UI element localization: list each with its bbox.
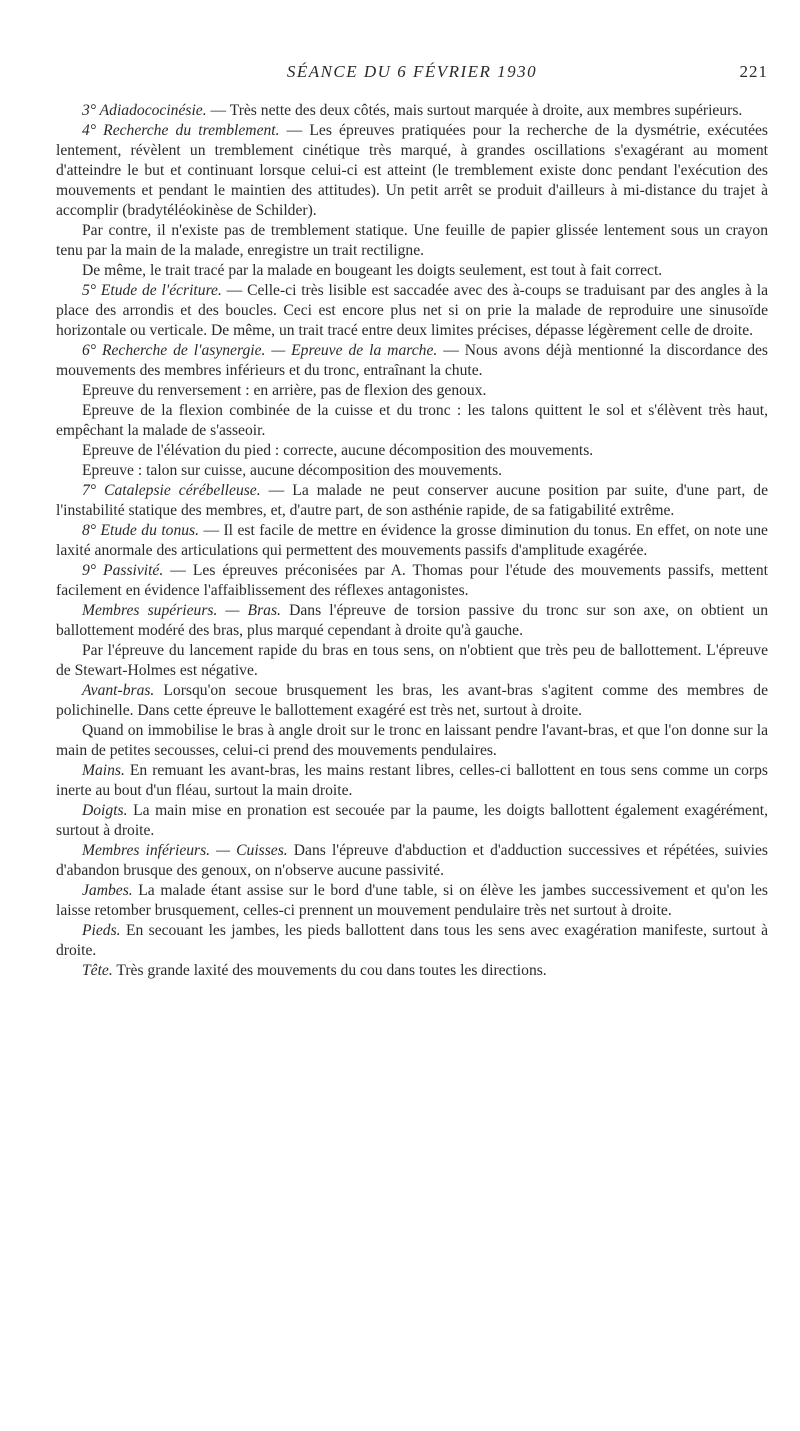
- paragraph-lead: Tête.: [82, 962, 113, 979]
- paragraph-lead: 5° Etude de l'écriture.: [82, 282, 222, 299]
- paragraph-lead: 3° Adiadococinésie.: [82, 102, 207, 119]
- paragraph-lead: 6° Recherche de l'asynergie. — Epreuve de la marche.: [82, 342, 438, 359]
- paragraph-text: Quand on immobilise le bras à angle droit sur le tronc en laissant pendre l'avant-bras, et que l'on donne sur la main de petites secousses, celui-ci prend des mouvements pendulaires.: [56, 722, 768, 759]
- paragraph-text: Epreuve de la flexion combinée de la cuisse et du tronc : les talons quittent le sol et s'élèvent très haut, empêchant la malade de s'asseoir.: [56, 402, 768, 439]
- paragraph-lancement: [56, 641, 768, 681]
- paragraph-tete: [56, 961, 768, 981]
- paragraph-passivite: [56, 561, 768, 601]
- paragraph-text: — Il est facile de mettre en évidence la grosse diminution du tonus. En effet, on note une laxité anormale des articulations qui permettent des mouvements passifs d'amplitude exagérée.: [56, 522, 768, 559]
- paragraph-lead: Membres inférieurs. — Cuisses.: [82, 842, 288, 859]
- paragraph-text: — Les épreuves pratiquées pour la recherche de la dysmétrie, exécutées lentement, révèlent un tremblement cinétique très marqué, à grandes oscillations s'exagérant au moment d'atteindre le but et continuant lorsque celui-ci est atteint (le tremblement existe donc pendant l'exécution des mouvements et pendant le maintien des attitudes). Un petit arrêt se produit d'ailleurs à mi-distance du trajet à accomplir (bradytéléokinèse de Schilder).: [56, 122, 768, 219]
- paragraph-tremblement: [56, 121, 768, 221]
- paragraph-mains: [56, 761, 768, 801]
- paragraph-renversement: [56, 381, 768, 401]
- paragraph-text: En secouant les jambes, les pieds ballottent dans tous les sens avec exagération manifeste, surtout à droite.: [56, 922, 768, 959]
- paragraph-membres-inferieurs: [56, 841, 768, 881]
- paragraph-text: Dans l'épreuve de torsion passive du tronc sur son axe, on obtient un ballottement modéré des bras, plus marqué cependant à droite qu'à gauche.: [56, 602, 768, 639]
- paragraph-jambes: [56, 881, 768, 921]
- paragraph-text: De même, le trait tracé par la malade en bougeant les doigts seulement, est tout à fait correct.: [82, 262, 663, 279]
- paragraph-catalepsie: [56, 481, 768, 521]
- paragraph-doigts: [56, 801, 768, 841]
- paragraph-pieds: [56, 921, 768, 961]
- paragraph-lead: 9° Passivité.: [82, 562, 164, 579]
- paragraph-lead: 4° Recherche du tremblement.: [82, 122, 280, 139]
- paragraph-text: — Les épreuves préconisées par A. Thomas pour l'étude des mouvements passifs, mettent facilement en évidence l'affaiblissement des réflexes antagonistes.: [56, 562, 768, 599]
- paragraph-text: La main mise en pronation est secouée par la paume, les doigts ballottent également exagérément, surtout à droite.: [56, 802, 768, 839]
- paragraph-text: — Nous avons déjà mentionné la discordance des mouvements des membres inférieurs et du tronc, entraînant la chute.: [56, 342, 769, 379]
- paragraph-tonus: [56, 521, 768, 561]
- paragraph-lead: 7° Catalepsie cérébelleuse.: [82, 482, 261, 499]
- paragraph-membres-superieurs: [56, 601, 768, 641]
- paragraph-avant-bras: [56, 681, 768, 721]
- paragraph-trait-doigts: [56, 261, 768, 281]
- paragraph-text: Epreuve : talon sur cuisse, aucune décomposition des mouvements.: [82, 462, 503, 479]
- paragraph-lead: Mains.: [82, 762, 125, 779]
- paragraph-lead: Pieds.: [82, 922, 121, 939]
- paragraph-text: Par l'épreuve du lancement rapide du bras en tous sens, on n'obtient que très peu de ballottement. L'épreuve de Stewart-Holmes est négative.: [56, 642, 768, 679]
- paragraph-lead: Avant-bras.: [82, 682, 155, 699]
- paragraph-pendulaires: [56, 721, 768, 761]
- paragraph-lead: Doigts.: [82, 802, 128, 819]
- page-number: 221: [739, 62, 768, 81]
- page-header: [56, 62, 768, 92]
- paragraph-adiadococinesie: [56, 101, 768, 121]
- paragraph-asynergie: [56, 341, 768, 381]
- paragraph-lead: Jambes.: [82, 882, 133, 899]
- paragraph-flexion-combinee: [56, 401, 768, 441]
- paragraph-lead: Membres supérieurs. — Bras.: [82, 602, 281, 619]
- paragraph-text: Dans l'épreuve d'abduction et d'adduction successives et répétées, suivies d'abandon brusque des genoux, on n'observe aucune passivité.: [56, 842, 768, 879]
- paragraph-elevation-pied: [56, 441, 768, 461]
- paragraph-ecriture: [56, 281, 768, 341]
- paragraph-text: Très grande laxité des mouvements du cou dans toutes les directions.: [112, 962, 547, 979]
- body-text: [56, 101, 768, 981]
- paragraph-text: — Celle-ci très lisible est saccadée avec des à-coups se traduisant par des angles à la place des arrondis et des boucles. Ceci est encore plus net si on prie la malade de reproduire une sinusoïde horizontale ou verticale. De même, un trait tracé entre deux limites précises, dépasse légèrement celle de droite.: [56, 282, 768, 339]
- paragraph-text: La malade étant assise sur le bord d'une table, si on élève les jambes successivement et qu'on les laisse retomber brusquement, celles-ci prennent un mouvement pendulaire très net surtout à droite.: [56, 882, 768, 919]
- paragraph-text: Epreuve de l'élévation du pied : correcte, aucune décomposition des mouvements.: [82, 442, 594, 459]
- running-title: SÉANCE DU 6 FÉVRIER 1930: [286, 62, 538, 81]
- paragraph-text: — La malade ne peut conserver aucune position par suite, d'une part, de l'instabilité statique des membres, et, d'autre part, de son asthénie rapide, de sa fatigabilité extrême.: [56, 482, 768, 519]
- paragraph-tremblement-statique: [56, 221, 768, 261]
- paragraph-text: — Très nette des deux côtés, mais surtout marquée à droite, aux membres supérieurs.: [206, 102, 743, 119]
- paragraph-text: Par contre, il n'existe pas de tremblement statique. Une feuille de papier glissée lentement sous un crayon tenu par la main de la malade, enregistre un trait rectiligne.: [56, 222, 768, 259]
- paragraph-text: Epreuve du renversement : en arrière, pas de flexion des genoux.: [82, 382, 487, 399]
- paragraph-talon-cuisse: [56, 461, 768, 481]
- paragraph-lead: 8° Etude du tonus.: [82, 522, 200, 539]
- paragraph-text: En remuant les avant-bras, les mains restant libres, celles-ci ballottent en tous sens comme un corps inerte au bout d'un fléau, surtout la main droite.: [56, 762, 768, 799]
- paragraph-text: Lorsqu'on secoue brusquement les bras, les avant-bras s'agitent comme des membres de polichinelle. Dans cette épreuve le ballottement exagéré est très net, surtout à droite.: [56, 682, 768, 719]
